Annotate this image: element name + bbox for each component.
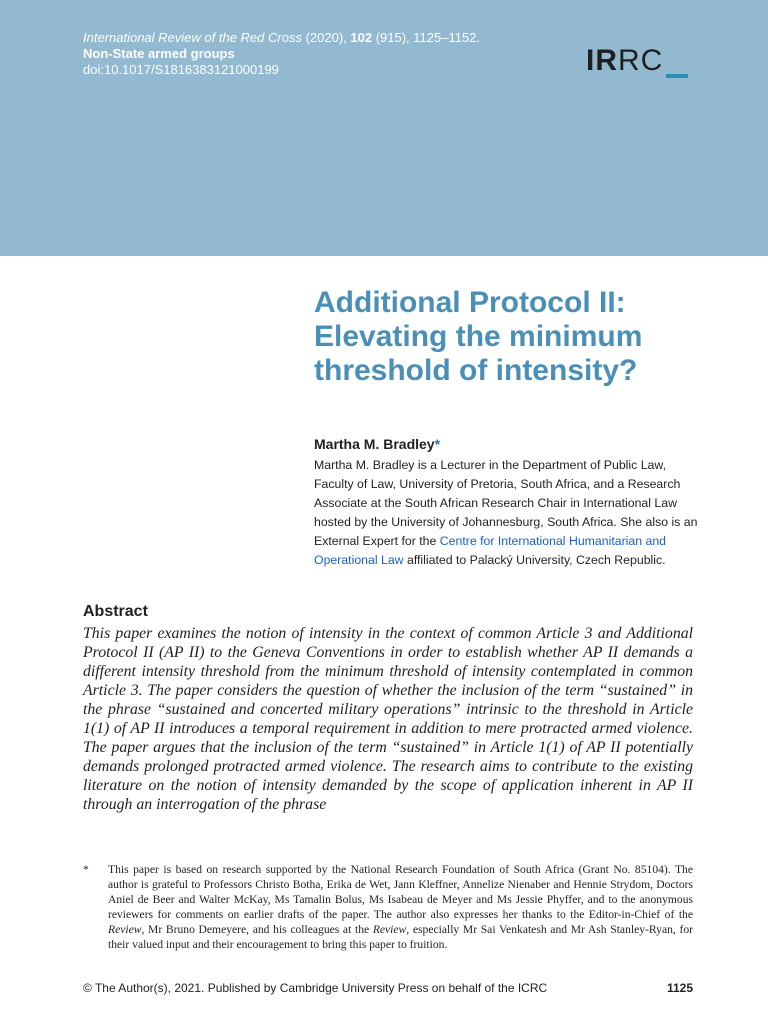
author-bio bbox=[314, 456, 704, 570]
footnote-text-part-2: , Mr Bruno Demeyere, and his colleagues at the bbox=[141, 923, 373, 936]
footnote-review-2: Review bbox=[372, 923, 407, 936]
journal-banner bbox=[0, 0, 768, 256]
abstract-body: This paper examines the notion of intensity in the context of common Article 3 and Additional Protocol II (AP II) to the Geneva Conventions in order to establish whether AP II demands a different intensity threshold from the minimum threshold of intensity contemplated in common Article 3. The paper considers the question of whether the inclusion of the term “sustained” in the phrase “sustained and concerted military operations” intrinsic to the threshold in Article 1(1) of AP II introduces a temporal requirement in addition to mere protracted armed violence. The paper argues that the inclusion of the term “sustained” in Article 1(1) of AP II potentially demands prolonged protracted armed violence. The research aims to contribute to the existing literature on the notion of intensity demanded by the scope of application inherent in AP II through an interrogation of the phrase bbox=[83, 625, 693, 813]
doi-text: doi:10.1017/S1816383121000199 bbox=[83, 62, 279, 77]
author-name: Martha M. Bradley bbox=[314, 436, 435, 452]
section-label: Non-State armed groups bbox=[83, 46, 235, 61]
article-title: Additional Protocol II: Elevating the minimum threshold of intensity? bbox=[314, 286, 643, 387]
centre-link[interactable]: Centre for International Humanitarian and Operational Law bbox=[314, 534, 667, 567]
footnote-text bbox=[108, 862, 693, 952]
page-number: 1125 bbox=[666, 981, 693, 995]
citation-year: (2020), bbox=[301, 30, 351, 45]
bio-text-start: Martha M. Bradley is a Lecturer in the Department of Public Law, Faculty of Law, University of Pretoria, South Africa, and a Research Associate at the South African Research Chair in International Law hosted by the University of Johannesburg, South Africa. She also is an External Expert for the bbox=[314, 458, 698, 548]
footnote-text-part-3: , especially Mr Sai Venkatesh and Mr Ash Stanley-Ryan, for their valued input and their encouragement to bring this paper to fruition. bbox=[108, 923, 693, 951]
irrc-logo bbox=[586, 44, 663, 84]
citation-volume: 102 bbox=[350, 30, 373, 45]
footnote bbox=[83, 862, 693, 952]
bio-text-end: affiliated to Palacký University, Czech Republic. bbox=[403, 553, 666, 567]
logo-bold-text: IR bbox=[586, 44, 618, 77]
citation-issue-pages: (915), 1125–1152. bbox=[372, 30, 481, 45]
footnote-review-1: Review bbox=[108, 923, 142, 936]
author-footnote-mark[interactable]: * bbox=[434, 436, 441, 452]
author-name-line bbox=[314, 436, 440, 452]
journal-name: International Review of the Red Cross bbox=[83, 30, 302, 45]
logo-regular-text: RC bbox=[618, 44, 664, 77]
footnote-text-part-1: This paper is based on research supported by the National Research Foundation of South Africa (Grant No. 85104). The author is grateful to Professors Christo Botha, Erika de Wet, Jann Kleffner, Annelize Nienaber and Hennie Strydom, Doctors Aniel de Beer and Walter McKay, Ms Tamalin Bolus, Ms Isabeau de Meyer and Ms Jessie Phyffer, and to the anonymous reviewers for comments on earlier drafts of the paper. The author also expresses her thanks to the Editor-in-Chief of the bbox=[108, 863, 693, 921]
logo-underscore-bar bbox=[666, 74, 688, 78]
citation-block bbox=[83, 30, 480, 78]
citation-line bbox=[83, 30, 480, 46]
footnote-mark: * bbox=[83, 863, 89, 876]
abstract-heading: Abstract bbox=[83, 603, 148, 620]
copyright-notice: © The Author(s), 2021. Published by Cambridge University Press on behalf of the ICRC bbox=[83, 981, 548, 995]
